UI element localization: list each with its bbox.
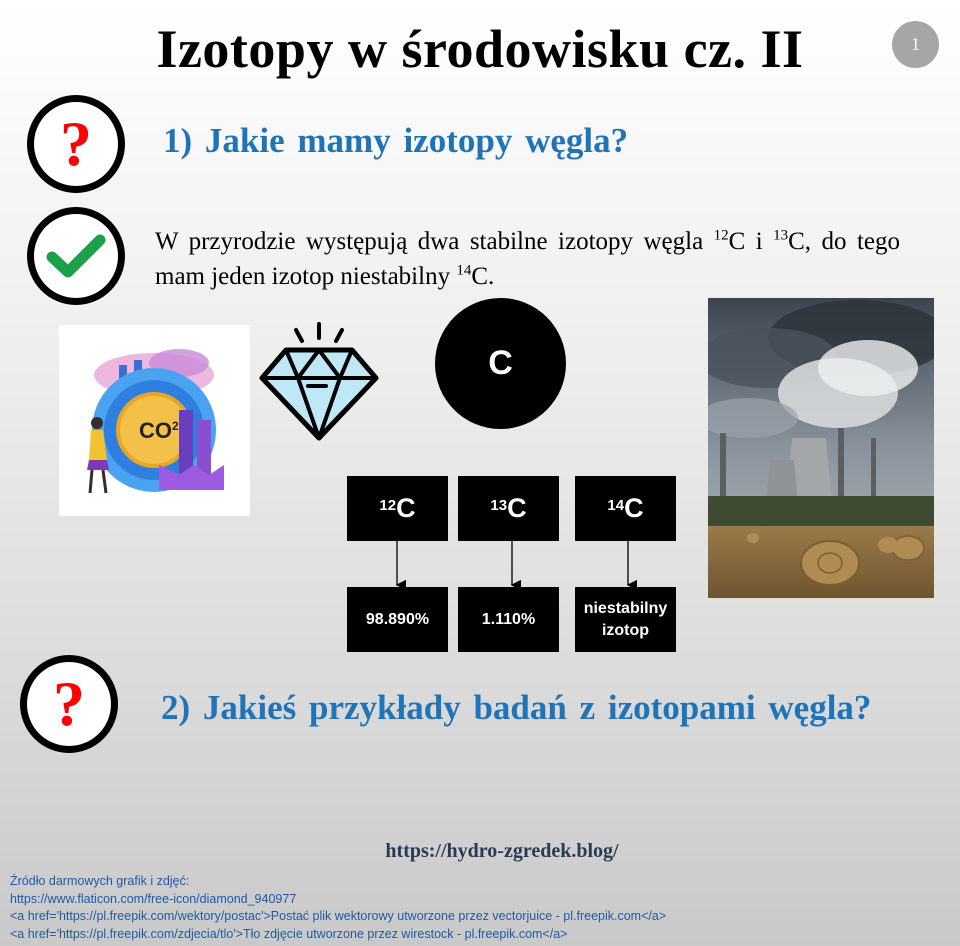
diamond-icon — [258, 320, 380, 447]
power-plant-photo — [708, 298, 934, 598]
isotope-box-13 — [458, 476, 559, 541]
credits-link[interactable]: https://www.flaticon.com/free-icon/diamond_940977 — [10, 891, 297, 906]
question-mark-icon — [20, 655, 118, 753]
isotope-mass: 14 — [607, 497, 625, 514]
abundance-box-13: 1.110% — [458, 587, 559, 652]
isotope-symbol: C — [396, 493, 416, 523]
abundance-box-14: niestabilny izotop — [575, 587, 676, 652]
co2-factory-illustration — [59, 325, 250, 516]
page-title: Izotopy w środowisku cz. II — [156, 19, 804, 79]
abundance-box-12: 98.890% — [347, 587, 448, 652]
isotope-symbol: C — [624, 493, 644, 523]
svg-text:2: 2 — [172, 419, 179, 433]
question-mark-glyph: ? — [53, 668, 85, 739]
image-credits — [10, 873, 666, 943]
isotope-mass: 12 — [379, 497, 397, 514]
isotope-symbol: C — [507, 493, 527, 523]
answer-1-text — [155, 224, 900, 294]
isotope-box-14 — [575, 476, 676, 541]
credits-link[interactable]: <a href='https://pl.freepik.com/wektory/postac'>Postać plik wektorowy utworzone przez vectorjuice - pl.freepik.com</a> — [10, 909, 667, 923]
answer-part: W przyrodzie występują dwa stabilne izotopy węgla — [155, 228, 714, 255]
superscript-14: 14 — [456, 262, 472, 279]
co2-label: CO — [139, 418, 172, 443]
answer-part: C. — [471, 263, 495, 290]
superscript-13: 13 — [773, 227, 789, 244]
answer-part: C i — [728, 228, 774, 255]
checkmark-glyph — [46, 231, 106, 281]
question-2-text: 2) Jakieś przykłady badań z izotopami węgla? — [161, 688, 872, 727]
isotope-mass: 13 — [490, 497, 508, 514]
credits-link[interactable]: <a href='https://pl.freepik.com/zdjecia/tlo'>Tło zdjęcie utworzone przez wirestock - pl.freepik.com</a> — [10, 926, 568, 941]
carbon-atom-circle: C — [435, 298, 566, 429]
question-mark-icon — [27, 95, 125, 193]
credits-heading: Źródło darmowych grafik i zdjęć: — [10, 874, 190, 888]
answer-part: C, do tego mam jeden izotop niestabilny — [155, 228, 900, 290]
blog-url-link[interactable]: https://hydro-zgredek.blog/ — [385, 840, 619, 862]
question-mark-glyph: ? — [60, 108, 92, 179]
isotope-arrows — [340, 541, 685, 589]
question-1-text: 1) Jakie mamy izotopy węgla? — [163, 121, 629, 160]
checkmark-icon — [27, 207, 125, 305]
superscript-12: 12 — [713, 227, 729, 244]
isotope-box-12 — [347, 476, 448, 541]
page-number-badge: 1 — [892, 21, 939, 68]
